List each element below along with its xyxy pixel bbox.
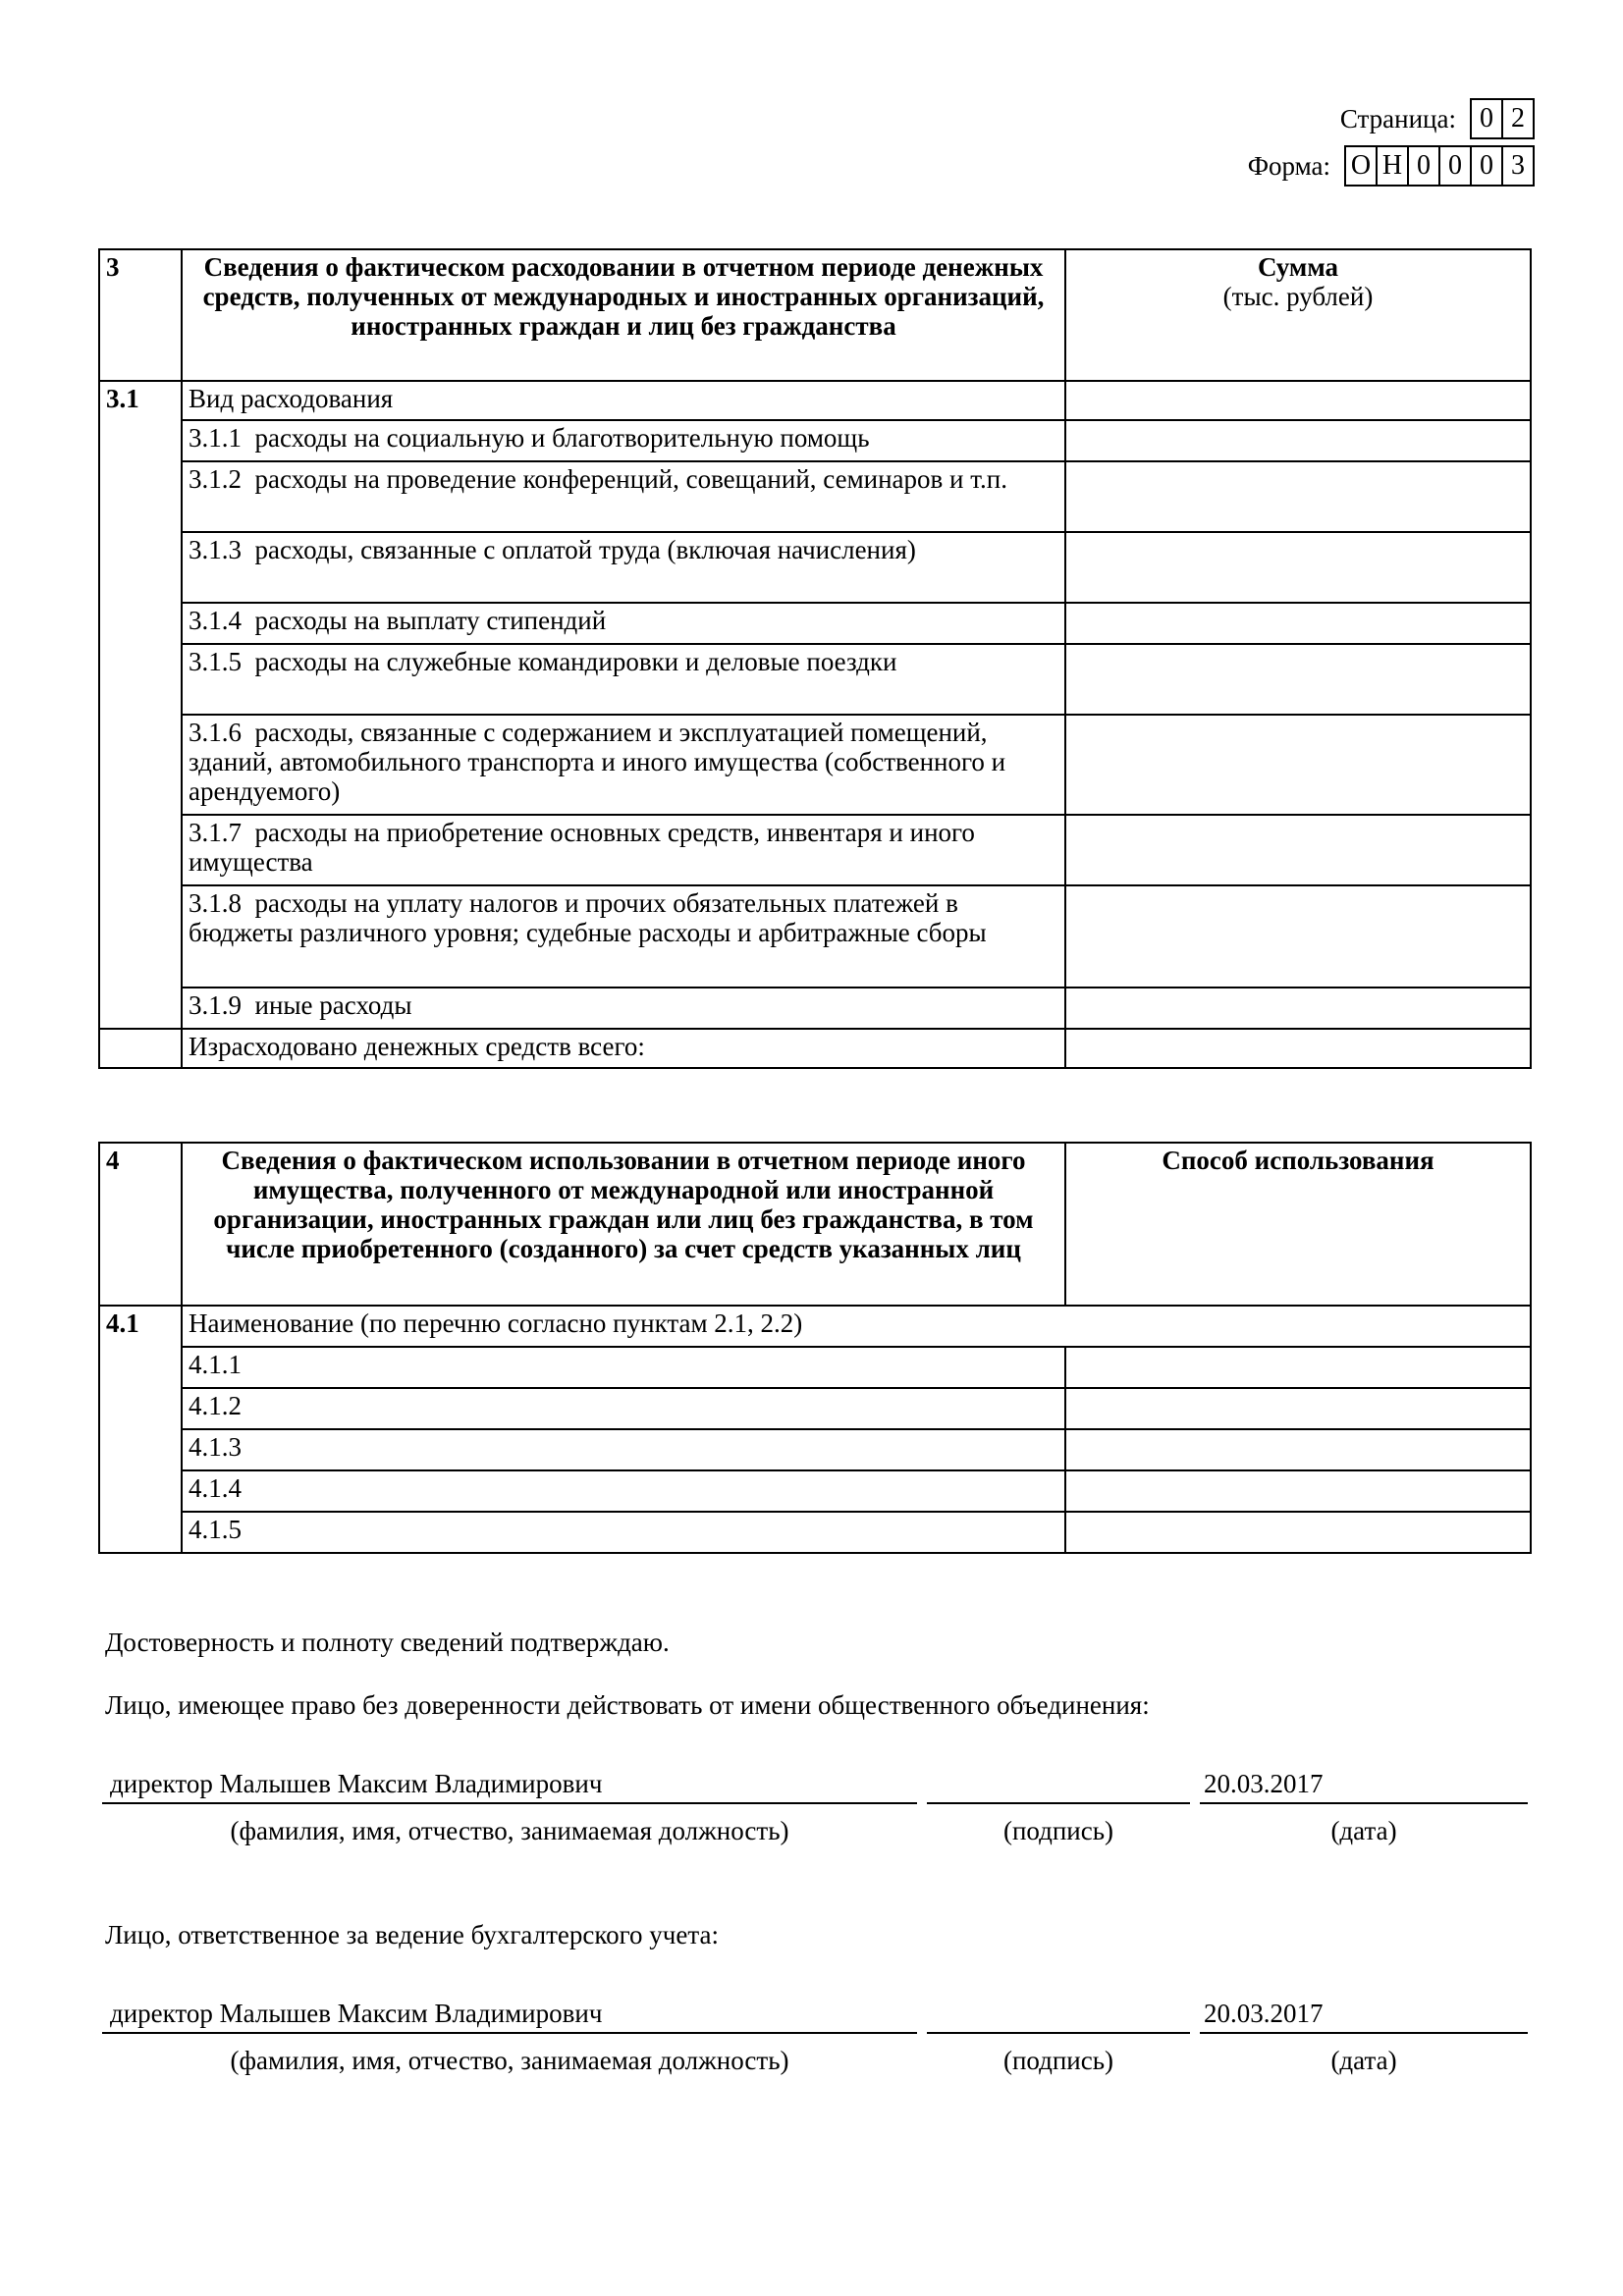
expense-item: 3.1.7 расходы на приобретение основных средств, инвентаря и иного имущества	[182, 815, 1065, 885]
sum-cell[interactable]	[1065, 815, 1531, 885]
page-digit-box: 0	[1480, 103, 1493, 133]
form-char-box: О	[1350, 150, 1372, 181]
signature-line[interactable]	[927, 1802, 1190, 1804]
expense-item: 3.1.4 расходы на выплату стипендий	[182, 603, 1065, 644]
table-row	[99, 1512, 1531, 1553]
method-cell[interactable]	[1065, 1388, 1531, 1429]
signer-1-name: директор Малышев Максим Владимирович	[110, 1769, 603, 1798]
caption-name: (фамилия, имя, отчество, занимаемая должность)	[230, 1816, 789, 1845]
section-3-table	[98, 248, 1532, 1069]
table-row	[99, 461, 1531, 532]
caption-signature: (подпись)	[1002, 2046, 1114, 2075]
caption-date: (дата)	[1330, 2046, 1397, 2075]
table-row	[99, 885, 1531, 988]
caption-signature: (подпись)	[1002, 1816, 1114, 1845]
method-header: Способ использования	[1065, 1143, 1531, 1306]
property-item-code: 4.1.4	[182, 1470, 1065, 1512]
subsection-3-1-row	[99, 381, 1531, 420]
property-item-code: 4.1.2	[182, 1388, 1065, 1429]
table-row	[99, 420, 1531, 461]
table-row	[99, 1347, 1531, 1388]
method-cell[interactable]	[1065, 1470, 1531, 1512]
subsection-title: Вид расходования	[182, 381, 1065, 420]
date-line	[1200, 2032, 1528, 2034]
name-line	[102, 2032, 917, 2034]
signer-2-name: директор Малышев Максим Владимирович	[110, 1999, 603, 2028]
property-item-code: 4.1.1	[182, 1347, 1065, 1388]
form-char-box: 0	[1438, 147, 1470, 185]
signer-1-intro: Лицо, имеющее право без доверенности действовать от имени общественного объединения:	[105, 1690, 1150, 1720]
expense-item: 3.1.1 расходы на социальную и благотворительную помощь	[182, 420, 1065, 461]
subsection-number: 4.1	[99, 1306, 182, 1347]
form-label: Форма:	[1247, 150, 1330, 181]
table-row	[99, 532, 1531, 603]
table-row	[99, 815, 1531, 885]
signer-1-block	[98, 1759, 1532, 1845]
page-label: Страница:	[1339, 103, 1456, 133]
form-code-boxes	[1344, 145, 1535, 187]
sum-cell[interactable]	[1065, 461, 1531, 532]
table-row	[99, 1470, 1531, 1512]
table-row	[99, 603, 1531, 644]
property-item-code: 4.1.5	[182, 1512, 1065, 1553]
section-number: 4	[99, 1143, 182, 1306]
total-sum-cell[interactable]	[1065, 1029, 1531, 1068]
signer-2-date: 20.03.2017	[1204, 1999, 1324, 2028]
total-label: Израсходовано денежных средств всего:	[182, 1029, 1065, 1068]
sum-cell[interactable]	[1065, 644, 1531, 715]
form-char-box: 3	[1501, 147, 1533, 185]
form-char-box: 0	[1407, 147, 1438, 185]
section-3-header-row	[99, 249, 1531, 381]
subsection-4-1-row	[99, 1306, 1531, 1347]
signer-2-block	[98, 1989, 1532, 2075]
table-row	[99, 644, 1531, 715]
sum-cell[interactable]	[1065, 715, 1531, 815]
total-row	[99, 1029, 1531, 1068]
form-code-field	[1248, 145, 1535, 187]
sum-header-cell	[1065, 249, 1531, 381]
sum-cell[interactable]	[1065, 988, 1531, 1029]
method-cell[interactable]	[1065, 1347, 1531, 1388]
page-digit-box: 2	[1501, 100, 1533, 137]
caption-date: (дата)	[1330, 1816, 1397, 1845]
expense-item: 3.1.9 иные расходы	[182, 988, 1065, 1029]
subsection-number: 3.1	[99, 381, 182, 420]
expense-item: 3.1.3 расходы, связанные с оплатой труда (включая начисления)	[182, 532, 1065, 603]
expense-item: 3.1.5 расходы на служебные командировки и деловые поездки	[182, 644, 1065, 715]
subsection-title: Наименование (по перечню согласно пунктам 2.1, 2.2)	[182, 1306, 1531, 1347]
sum-header: Сумма	[1257, 252, 1339, 282]
method-cell[interactable]	[1065, 1429, 1531, 1470]
sum-cell[interactable]	[1065, 603, 1531, 644]
section-4-table	[98, 1142, 1532, 1554]
sum-cell[interactable]	[1065, 532, 1531, 603]
date-line	[1200, 1802, 1528, 1804]
expense-item: 3.1.2 расходы на проведение конференций, совещаний, семинаров и т.п.	[182, 461, 1065, 532]
section-number: 3	[99, 249, 182, 381]
form-char-box: 0	[1470, 147, 1501, 185]
section-title: Сведения о фактическом использовании в отчетном периоде иного имущества, полученного от международной или иностранной организации, иностранных граждан или лиц без гражданства, в том числе приобретенного (созданного) за счет средств указанных лиц	[182, 1143, 1065, 1306]
sum-unit: (тыс. рублей)	[1222, 282, 1374, 311]
table-row	[99, 1388, 1531, 1429]
table-row	[99, 715, 1531, 815]
table-row	[99, 988, 1531, 1029]
form-char-box: Н	[1376, 147, 1407, 185]
signature-line[interactable]	[927, 2032, 1190, 2034]
section-title: Сведения о фактическом расходовании в отчетном периоде денежных средств, полученных от международных и иностранных организаций, иностранных граждан и лиц без гражданства	[182, 249, 1065, 381]
expense-item: 3.1.6 расходы, связанные с содержанием и эксплуатацией помещений, зданий, автомобильного транспорта и иного имущества (собственного и арендуемого)	[182, 715, 1065, 815]
confirm-text: Достоверность и полноту сведений подтверждаю.	[105, 1628, 670, 1657]
sum-cell[interactable]	[1065, 420, 1531, 461]
method-cell[interactable]	[1065, 1512, 1531, 1553]
signer-2-intro: Лицо, ответственное за ведение бухгалтерского учета:	[105, 1920, 719, 1949]
page-number-boxes	[1470, 98, 1535, 139]
section-4-header-row	[99, 1143, 1531, 1306]
sum-cell[interactable]	[1065, 885, 1531, 988]
page-number-field	[1340, 98, 1535, 139]
table-row	[99, 1429, 1531, 1470]
signer-1-date: 20.03.2017	[1204, 1769, 1324, 1798]
name-line	[102, 1802, 917, 1804]
expense-item: 3.1.8 расходы на уплату налогов и прочих обязательных платежей в бюджеты различного уровня; судебные расходы и арбитражные сборы	[182, 885, 1065, 988]
sum-cell[interactable]	[1065, 381, 1531, 420]
property-item-code: 4.1.3	[182, 1429, 1065, 1470]
caption-name: (фамилия, имя, отчество, занимаемая должность)	[230, 2046, 789, 2075]
